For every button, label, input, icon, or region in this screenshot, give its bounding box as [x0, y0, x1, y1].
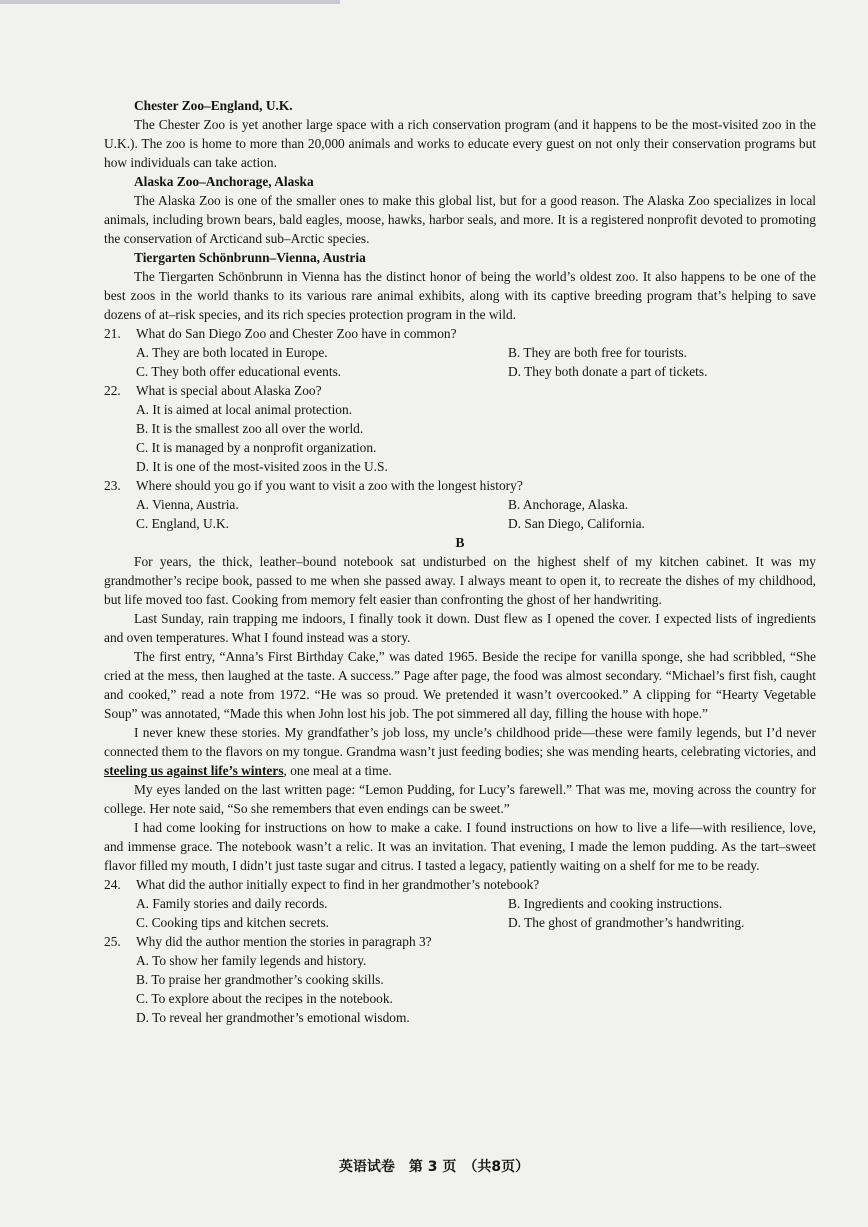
question-21: [104, 324, 816, 381]
page-footer: 英语试卷 第 3 页 （共8页）: [338, 1159, 530, 1175]
question-stem: What do San Diego Zoo and Chester Zoo have in common?: [136, 326, 457, 341]
option-b: B. To praise her grandmother’s cooking skills.: [136, 972, 384, 987]
paragraph-text: , one meal at a time.: [283, 763, 392, 778]
zoo-heading: Chester Zoo–England, U.K.: [134, 98, 293, 113]
exam-page: [104, 96, 816, 1027]
scan-edge: [0, 0, 340, 4]
zoo-text: The Alaska Zoo is one of the smaller ones to make this global list, but for a good reason. The Alaska Zoo specializes in local animals, including brown bears, bald eagles, moose, hawks, harbor seals, and more. It is a registered nonprofit devoted to promoting the conservation of Arcticand sub–Arctic species.: [104, 193, 816, 246]
option-b: B. Ingredients and cooking instructions.: [508, 896, 723, 911]
question-number: 25.: [104, 934, 121, 949]
section-b-heading: B: [455, 535, 465, 550]
question-number: 21.: [104, 326, 121, 341]
passage-b: [104, 552, 816, 875]
passage-paragraph: The first entry, “Anna’s First Birthday Cake,” was dated 1965. Beside the recipe for vanilla sponge, she had scribbled, “She cried at the mess, then laughed at the taste. A success.” Page after page, the food was almost secondary. “Michael’s first fish, caught and cooked,” read a note from 1972. “He was so proud. We pretended it wasn’t overcooked.” A clipping for “Hearty Vegetable Soup” was annotated, “Made this when John lost his job. The pot simmered all day, filling the house with hope.”: [104, 649, 816, 721]
zoo-text: The Chester Zoo is yet another large space with a rich conservation program (and it happens to be the most-visited zoo in the U.K.). The zoo is home to more than 20,000 animals and works to educate every guest on not only their conservation programs but how individuals can take action.: [104, 117, 816, 170]
option-a: A. Vienna, Austria.: [136, 497, 239, 512]
option-a: A. Family stories and daily records.: [136, 896, 328, 911]
passage-paragraph: Last Sunday, rain trapping me indoors, I finally took it down. Dust flew as I opened the cover. I expected lists of ingredients and oven temperatures. What I found instead was a story.: [104, 611, 816, 645]
option-c: C. Cooking tips and kitchen secrets.: [136, 915, 330, 930]
zoo-entry-chester: [104, 96, 816, 172]
option-c: C. To explore about the recipes in the notebook.: [136, 991, 393, 1006]
paragraph-text: I never knew these stories. My grandfather’s job loss, my uncle’s childhood pride—these were family legends, but I’d never connected them to the flavors on my tongue. Grandma wasn’t just feeding bodies; she was mending hearts, celebrating victories, and: [104, 725, 816, 759]
option-b: B. It is the smallest zoo all over the world.: [136, 421, 364, 436]
option-d: D. The ghost of grandmother’s handwriting.: [508, 915, 745, 930]
question-22: [104, 381, 816, 476]
question-stem: Why did the author mention the stories in paragraph 3?: [136, 934, 432, 949]
question-stem: Where should you go if you want to visit a zoo with the longest history?: [136, 478, 523, 493]
question-number: 23.: [104, 478, 121, 493]
option-d: D. To reveal her grandmother’s emotional wisdom.: [136, 1010, 410, 1025]
option-d: D. San Diego, California.: [508, 516, 645, 531]
option-a: A. It is aimed at local animal protection.: [136, 402, 353, 417]
question-23: [104, 476, 816, 533]
option-b: B. They are both free for tourists.: [508, 345, 687, 360]
option-c: C. They both offer educational events.: [136, 364, 342, 379]
zoo-heading: Tiergarten Schönbrunn–Vienna, Austria: [134, 250, 366, 265]
question-25: [104, 932, 816, 1027]
question-stem: What did the author initially expect to find in her grandmother’s notebook?: [136, 877, 540, 892]
zoo-entry-vienna: [104, 248, 816, 324]
zoo-heading: Alaska Zoo–Anchorage, Alaska: [134, 174, 314, 189]
option-d: D. It is one of the most-visited zoos in the U.S.: [136, 459, 388, 474]
underlined-phrase: steeling us against life’s winters: [104, 763, 284, 778]
zoo-text: The Tiergarten Schönbrunn in Vienna has the distinct honor of being the world’s oldest zoo. It also happens to be one of the best zoos in the world thanks to its various rare animal exhibits, along with its captive breeding program that’s helping to save dozens of at–risk species, and its rich species protection program in the wild.: [104, 269, 816, 322]
option-b: B. Anchorage, Alaska.: [508, 497, 629, 512]
option-a: A. To show her family legends and history.: [136, 953, 367, 968]
option-c: C. England, U.K.: [136, 516, 229, 531]
passage-paragraph: My eyes landed on the last written page: “Lemon Pudding, for Lucy’s farewell.” That was me, moving across the country for college. Her note said, “So she remembers that even endings can be sweet.”: [104, 782, 816, 816]
question-number: 24.: [104, 877, 121, 892]
question-stem: What is special about Alaska Zoo?: [136, 383, 322, 398]
option-a: A. They are both located in Europe.: [136, 345, 328, 360]
option-d: D. They both donate a part of tickets.: [508, 364, 708, 379]
passage-paragraph: [104, 723, 816, 780]
passage-paragraph: I had come looking for instructions on how to make a cake. I found instructions on how to live a life—with resilience, love, and immense grace. The notebook wasn’t a relic. It was an invitation. That evening, I made the lemon pudding. As the tart–sweet flavor filled my mouth, I didn’t just taste sugar and citrus. I tasted a legacy, patiently waiting on a shelf for me to be ready.: [104, 820, 816, 873]
question-24: [104, 875, 816, 932]
passage-paragraph: For years, the thick, leather–bound notebook sat undisturbed on the highest shelf of my kitchen cabinet. It was my grandmother’s recipe book, passed to me when she passed away. I always meant to open it, to recreate the dishes of my childhood, but life moved too fast. Cooking from memory felt easier than confronting the ghost of her handwriting.: [104, 554, 816, 607]
zoo-entry-alaska: [104, 172, 816, 248]
option-c: C. It is managed by a nonprofit organization.: [136, 440, 377, 455]
question-number: 22.: [104, 383, 121, 398]
